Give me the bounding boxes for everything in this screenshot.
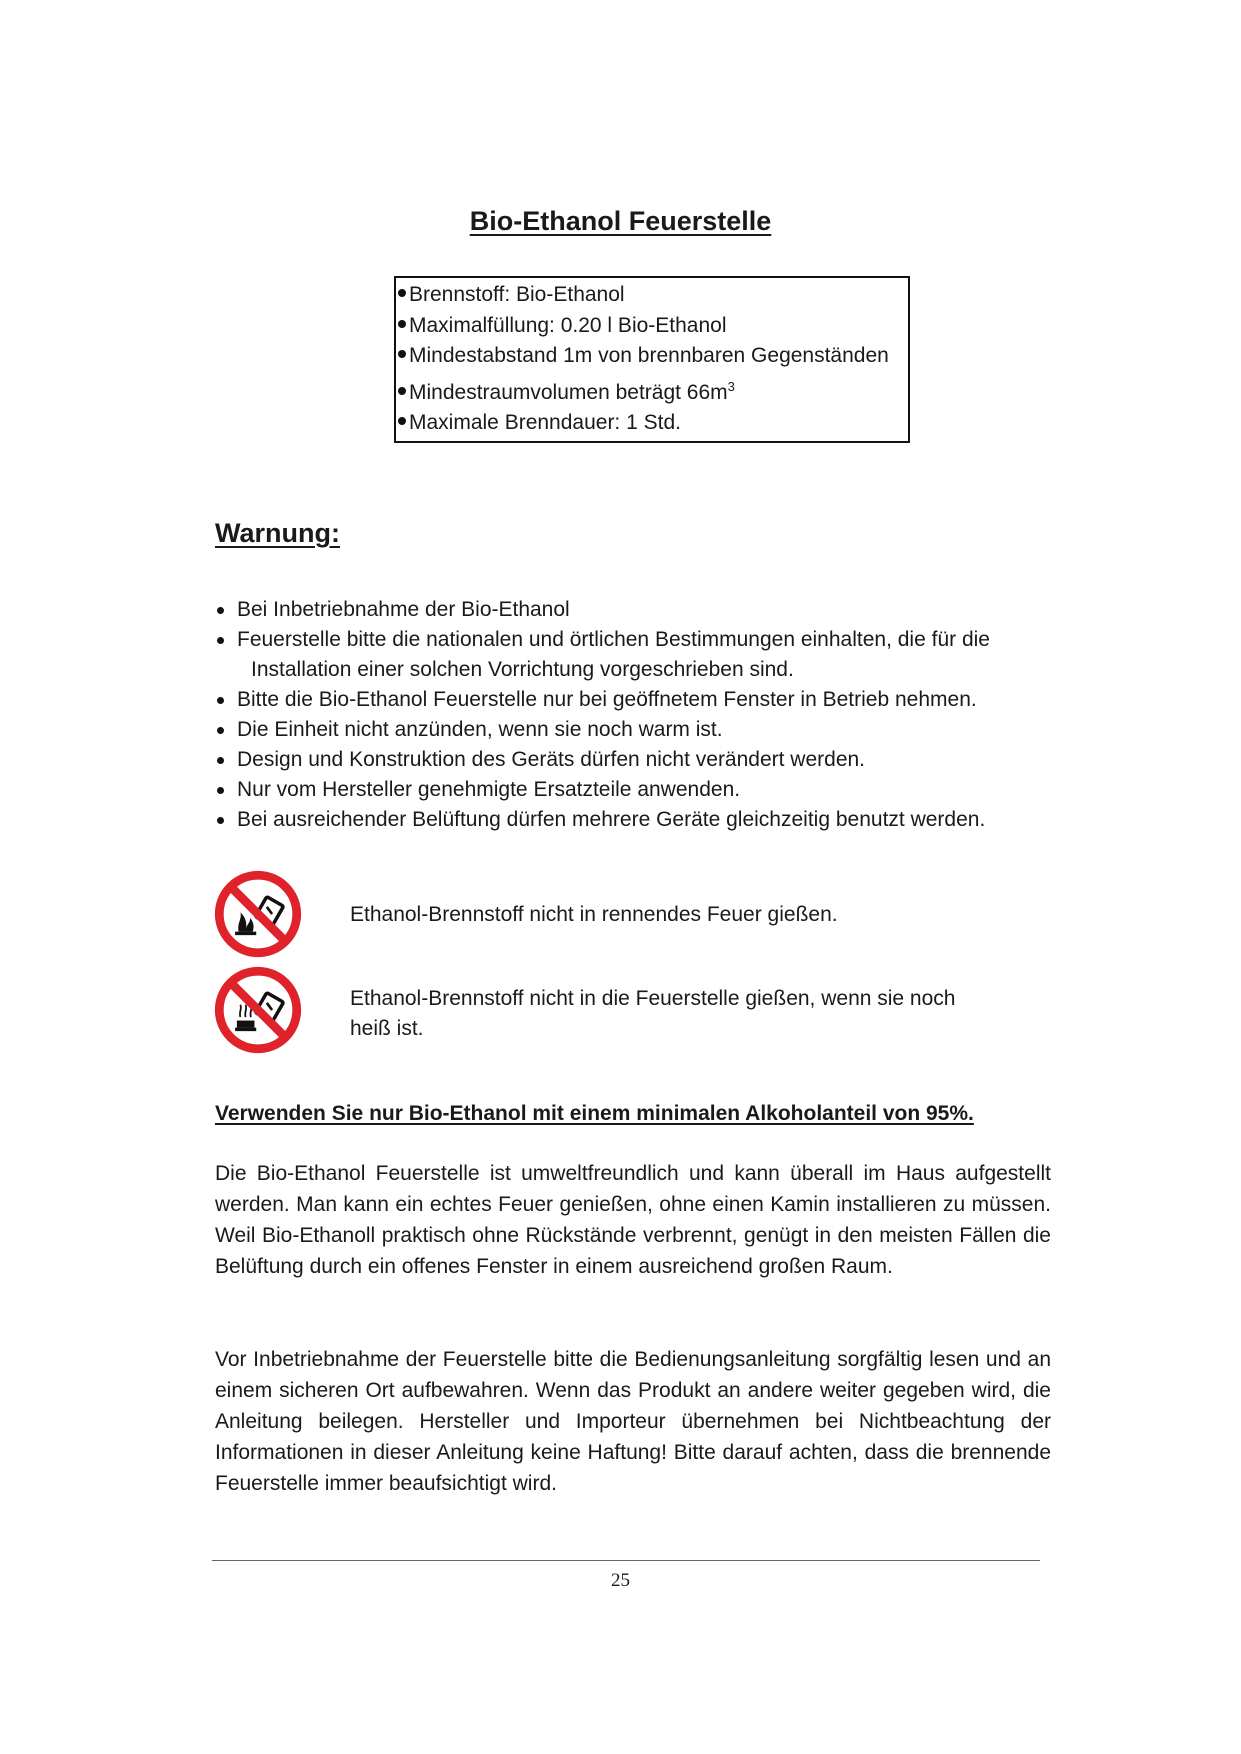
spec-line: Mindestabstand 1m von brennbaren Gegenständen	[398, 341, 908, 372]
no-pouring-on-fire-icon	[214, 870, 302, 958]
list-item: Bei ausreichender Belüftung dürfen mehrere Geräte gleichzeitig benutzt werden.	[215, 805, 1055, 835]
page-title: Bio-Ethanol Feuerstelle	[469, 206, 772, 236]
bullet-dot	[398, 320, 406, 328]
bullet-dot	[398, 289, 406, 297]
bullet-dot	[217, 787, 224, 794]
spec-box	[394, 276, 910, 443]
superscript: 3	[727, 378, 735, 394]
page-number: 25	[611, 1570, 630, 1591]
list-item: Die Einheit nicht anzünden, wenn sie noch warm ist.	[215, 715, 1055, 745]
bullet-dot	[398, 387, 406, 395]
list-item: Nur vom Hersteller genehmigte Ersatzteile anwenden.	[215, 775, 1055, 805]
bullet-dot	[217, 637, 224, 644]
bullet-dot	[217, 607, 224, 614]
warning-heading: Warnung:	[215, 518, 340, 548]
sign-text: Ethanol-Brennstoff nicht in rennendes Feuer gießen.	[350, 903, 838, 926]
list-item: Feuerstelle bitte die nationalen und örtlichen Bestimmungen einhalten, die für die Installation einer solchen Vorrichtung vorgeschrieben sind.	[215, 625, 1055, 685]
bullet-dot	[217, 697, 224, 704]
spec-line: Maximalfüllung: 0.20 l Bio-Ethanol	[398, 311, 908, 342]
sign-text: Ethanol-Brennstoff nicht in die Feuerstelle gießen, wenn sie noch heiß ist.	[350, 987, 956, 1040]
bullet-dot	[398, 417, 406, 425]
spec-line: Maximale Brenndauer: 1 Std.	[398, 408, 908, 439]
bullet-dot	[398, 350, 406, 358]
spec-line: Brennstoff: Bio-Ethanol	[398, 280, 908, 311]
list-item-continuation: Installation einer solchen Vorrichtung vorgeschrieben sind.	[251, 658, 794, 681]
bullet-dot	[217, 817, 224, 824]
spec-line: Mindestraumvolumen beträgt $66m^3$	[398, 372, 908, 409]
paragraph: Die Bio-Ethanol Feuerstelle ist umweltfreundlich und kann überall im Haus aufgestellt werden. Man kann ein echtes Feuer genießen, ohne einen Kamin installieren zu müssen. Weil Bio-Ethanoll praktisch ohne Rückstände verbrennt, genügt in den meisten Fällen die Belüftung durch ein offenes Fenster in einem ausreichend großen Raum.	[215, 1162, 1051, 1278]
list-item: Bitte die Bio-Ethanol Feuerstelle nur bei geöffnetem Fenster in Betrieb nehmen.	[215, 685, 1055, 715]
no-pouring-when-hot-icon	[214, 966, 302, 1054]
list-item: Design und Konstruktion des Geräts dürfen nicht verändert werden.	[215, 745, 1055, 775]
note-heading: Verwenden Sie nur Bio-Ethanol mit einem minimalen Alkoholanteil von 95%.	[215, 1102, 974, 1125]
bullet-dot	[217, 757, 224, 764]
paragraph: Vor Inbetriebnahme der Feuerstelle bitte die Bedienungsanleitung sorgfältig lesen und an einem sicheren Ort aufbewahren. Wenn das Produkt an andere weiter gegeben wird, die Anleitung beilegen. Hersteller und Importeur übernehmen bei Nichtbeachtung der Informationen in dieser Anleitung keine Haftung! Bitte darauf achten, dass die brennende Feuerstelle immer beaufsichtigt wird.	[215, 1348, 1051, 1495]
list-item: Bei Inbetriebnahme der Bio-Ethanol	[215, 595, 1055, 625]
warning-list	[215, 595, 1055, 835]
bullet-dot	[217, 727, 224, 734]
footer-divider	[212, 1560, 1040, 1561]
